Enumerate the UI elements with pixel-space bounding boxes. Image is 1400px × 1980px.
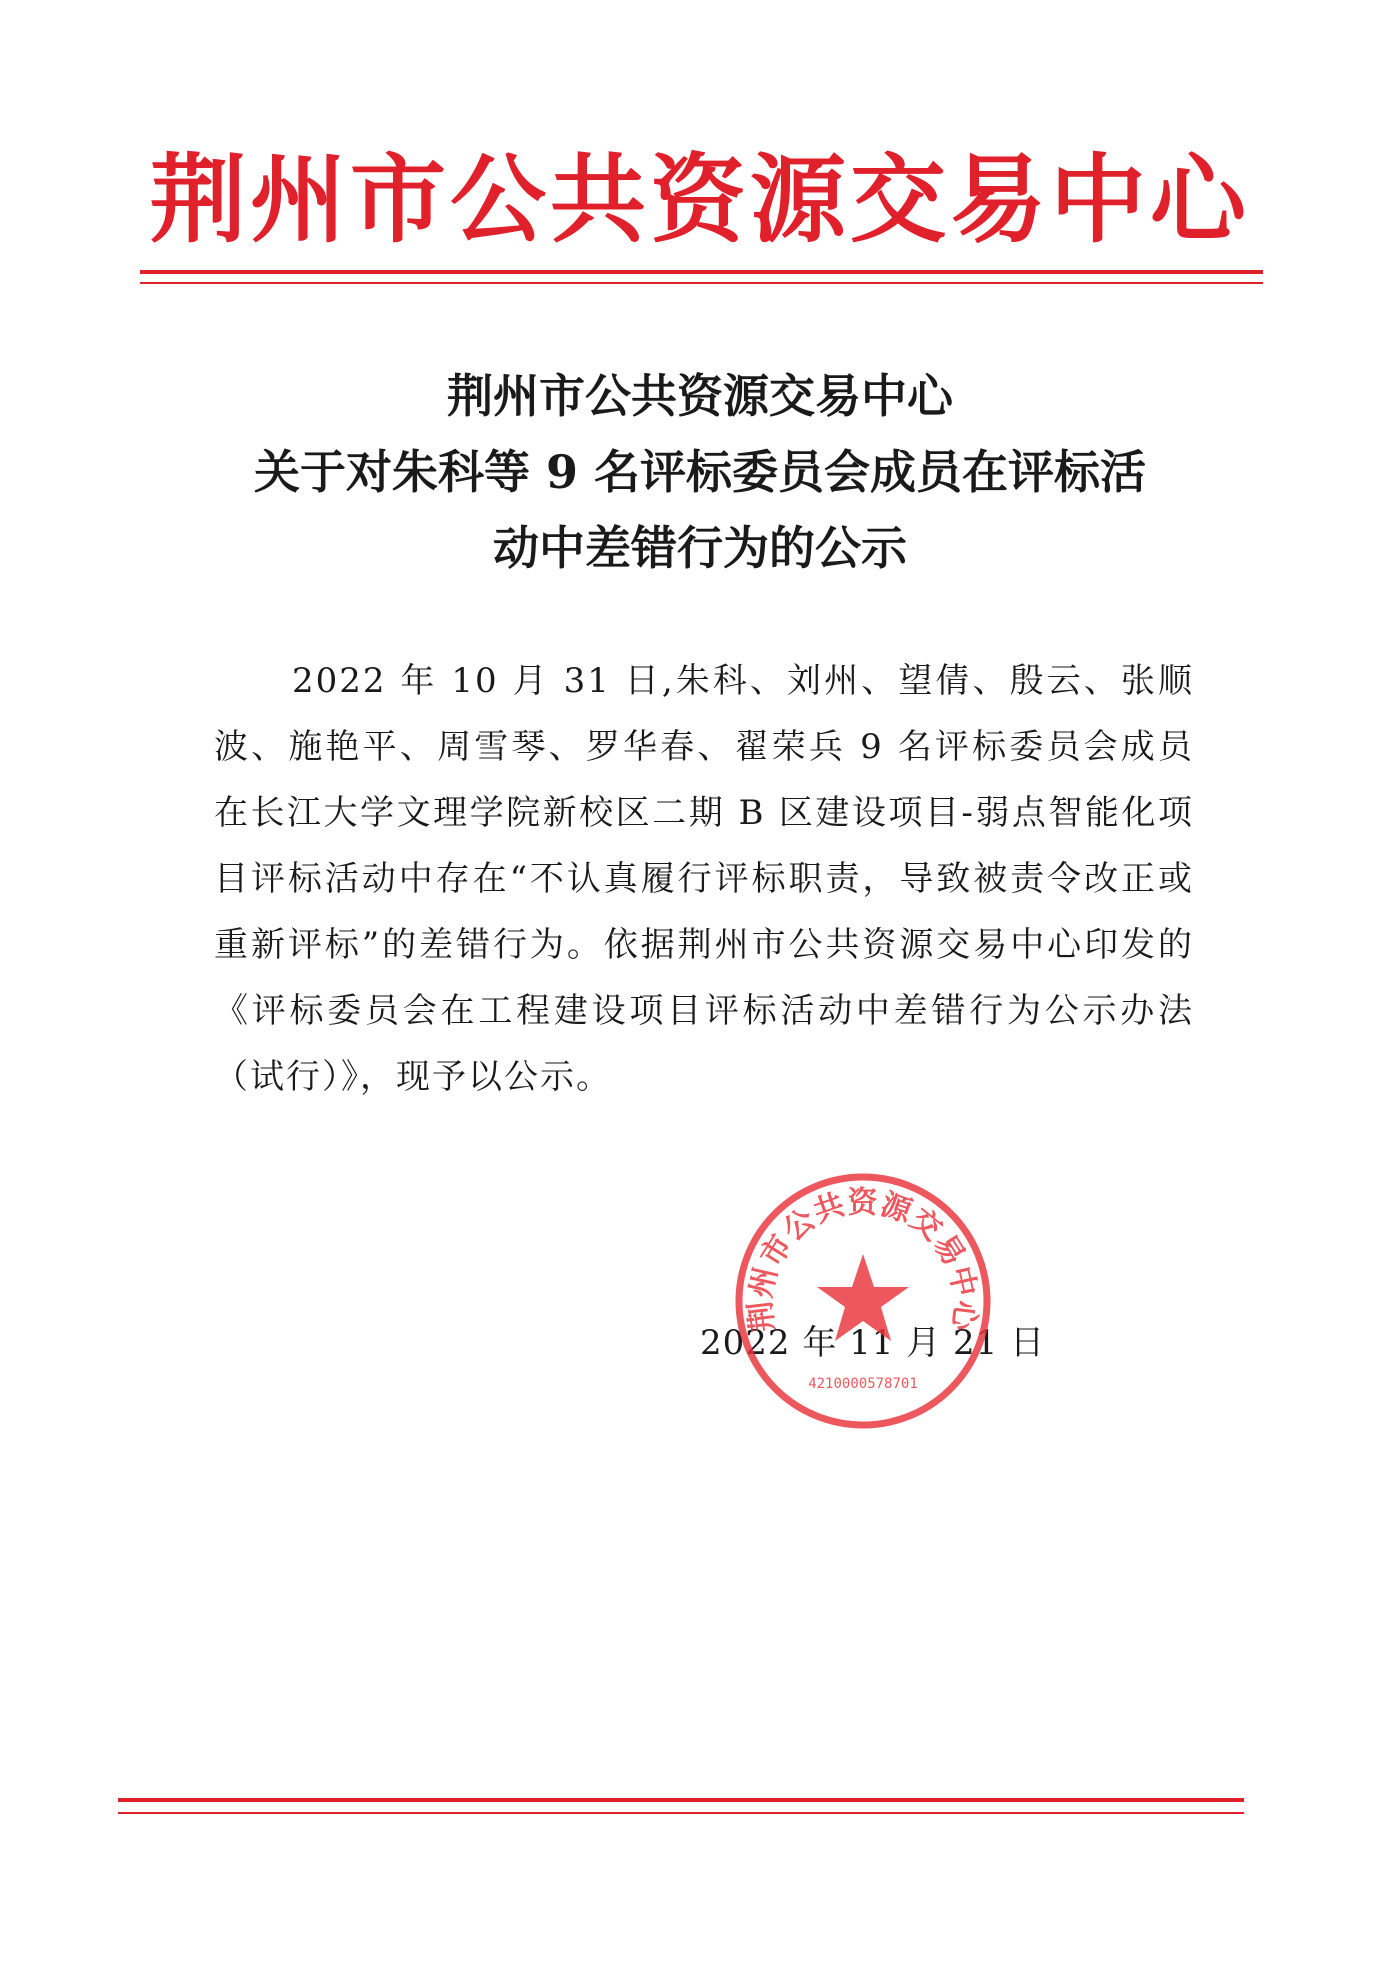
footer-divider-thick	[118, 1798, 1244, 1802]
letterhead-divider-thin	[140, 282, 1263, 284]
letterhead-title: 荆州市公共资源交易中心	[150, 144, 1250, 256]
footer-divider-thin	[118, 1812, 1244, 1814]
seal-org-name: 荆州市公共资源交易中心	[743, 1185, 983, 1334]
document-title	[140, 358, 1260, 586]
seal-code: 4210000578701	[808, 1376, 918, 1392]
seal-star-icon	[817, 1254, 909, 1341]
official-seal	[728, 1166, 998, 1436]
document-title-line-3: 动中差错行为的公示	[493, 521, 907, 575]
document-title-line-2: 关于对朱科等 9 名评标委员会成员在评标活	[253, 445, 1147, 499]
document-title-line-1: 荆州市公共资源交易中心	[447, 369, 953, 423]
document-body: 2022 年 10 月 31 日,朱科、刘州、望倩、殷云、张顺波、施艳平、周雪琴、罗华春、翟荣兵 9 名评标委员会成员在长江大学文理学院新校区二期 B 区建设项目-弱点智能化项目评标活动中存在“不认真履行评标职责，导致被责令改正或重新评标”的差错行为。依据荆州市公共资源交易中心印发的《评标委员会在工程建设项目评标活动中差错行为公示办法（试行）》，现予以公示。	[214, 661, 1194, 1097]
letterhead-divider-thick	[140, 270, 1263, 274]
document-date: 2022 年 11 月 21 日	[700, 1323, 1046, 1363]
